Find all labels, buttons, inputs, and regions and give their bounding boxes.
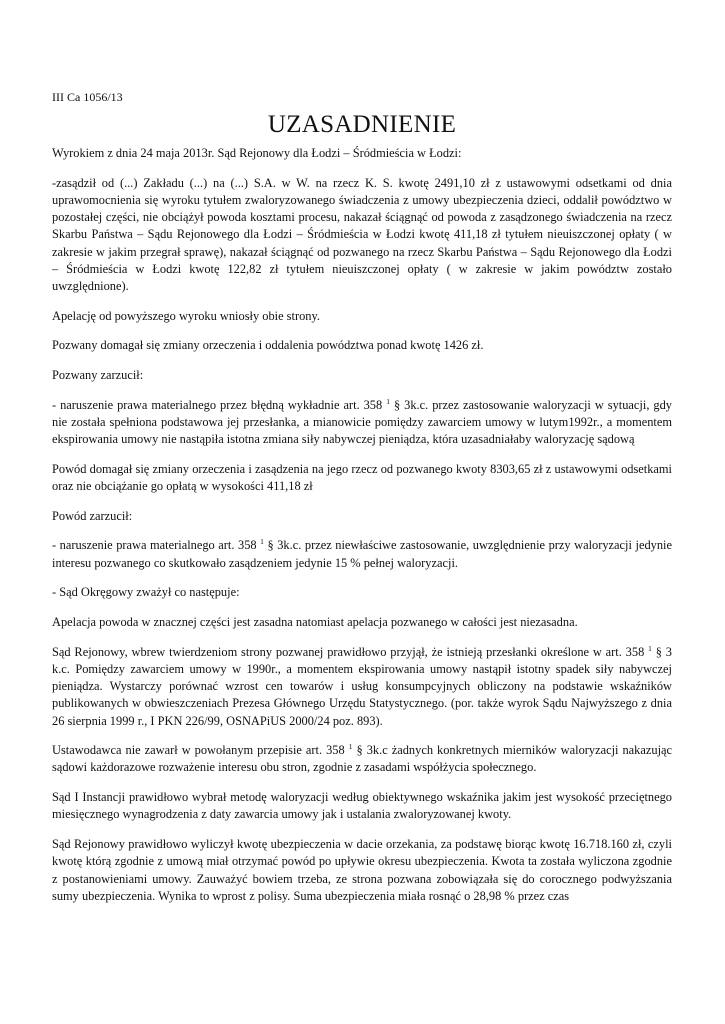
text-segment: Ustawodawca nie zawarł w powołanym przepisie art. 358 <box>52 743 345 758</box>
document-page <box>52 90 672 917</box>
text-segment: § 3k.c. przez niewłaściwe zastosowanie, uwzględnienie przy waloryzacji jedynie interesu pozwanego co skutkowało zasądzeniem jedynie 15 % pełnej waloryzacji. <box>52 538 672 570</box>
paragraph-defendant-charges-heading: Pozwany zarzucił: <box>52 368 144 383</box>
paragraph-defendant-demand: Pozwany domagał się zmiany orzeczenia i oddalenia powództwa ponad kwotę 1426 zł. <box>52 338 484 353</box>
text-segment: - naruszenie prawa materialnego art. 358 <box>52 538 257 553</box>
paragraph-plaintiff-charges-heading: Powód zarzucił: <box>52 508 133 523</box>
case-number: III Ca 1056/13 <box>52 90 123 104</box>
paragraph-defendant-charge <box>52 397 672 449</box>
paragraph-appeal-assessment: Apelacja powoda w znacznej części jest zasadna natomiast apelacja pozwanego w całości jest niezasadna. <box>52 615 578 630</box>
superscript: 1 <box>348 742 353 752</box>
paragraph-plaintiff-demand: Powód domagał się zmiany orzeczenia i zasądzenia na jego rzecz od pozwanego kwoty 8303,65 zł z ustawowymi odsetkami oraz nie obciążanie go opłatą w wysokości 411,18 zł <box>52 461 672 494</box>
paragraph-plaintiff-charge <box>52 537 672 571</box>
text-segment: § 3k.c żadnych konkretnych mierników waloryzacji nakazując sądowi każdorazowe rozważenie interesu obu stron, zgodnie z zasadami współżycia społecznego. <box>52 743 673 775</box>
paragraph-court-considered: - Sąd Okręgowy zważył co następuje: <box>52 585 240 600</box>
text-segment: Sąd Rejonowy, wbrew twierdzeniom strony pozwanej prawidłowo przyjął, że istnieją przesłanki określone w art. 358 <box>52 644 645 659</box>
paragraph-legislator <box>52 742 672 776</box>
paragraph-valorization-method: Sąd I Instancji prawidłowo wybrał metodę waloryzacji według obiektywnego wskaźnika jakim jest wysokość przeciętnego miesięcznego wynagrodzenia z daty zawarcia umowy jak i ustalania zwaloryzowanej kwoty. <box>52 790 672 822</box>
paragraph-district-court-premises <box>52 644 672 730</box>
paragraph-judgment-content: -zasądził od (...) Zakładu (...) na (...) S.A. w W. na rzecz K. S. kwotę 2491,10 zł z ustawowymi odsetkami od dnia uprawomocnienia się wyroku tytułem zwaloryzowanego świadczenia z umowy ubezpieczenia dzieci, oddalił powództwo w pozostałej części, nie obciążył powoda kosztami procesu, nakazał ściągnąć od powoda z zasądzonego świadczenia na rzecz Skarbu Państwa – Sądu Rejonowego dla Łodzi – Śródmieścia w Łodzi kwotę 411,18 zł tytułem nieuiszczonej opłaty ( w zakresie w jakim przegrał sprawę), nakazał ściągnąć od pozwanego na rzecz Skarbu Państwa – Sądu Rejonowego dla Łodzi – Śródmieścia w Łodzi kwotę 122,82 zł tytułem nieuiszczonej opłaty ( w zakresie w jakim powództw zostało uwzględnione). <box>52 175 672 293</box>
text-segment: § 3 k.c. Pomiędzy zawarciem umowy w 1990r., a momentem ekspirowania umowy nastąpił istotny spadek siły nabywczej pieniądza. Wystarczy porównać wzrost cen towarów i usług konsumpcyjnych obliczony na podstawie wskaźników publikowanych w obwieszczeniach Prezesa Głównego Urzędu Statystycznego. (por. także wyrok Sądu Najwyższego z dnia 26 sierpnia 1999 r., I PKN 226/99, OSNAPiUS 2000/24 poz. 893). <box>52 644 672 728</box>
paragraph-insurance-amount: Sąd Rejonowy prawidłowo wyliczył kwotę ubezpieczenia w dacie orzekania, za podstawę biorąc kwotę 16.718.160 zł, czyli kwotę którą zgodnie z umową miał otrzymać powód po upływie okresu ubezpieczenia. Kwota ta została wyliczona zgodnie z postanowieniami umowy. Zauważyć bowiem trzeba, ze strona pozwana zobowiązała się do corocznego podwyższania sumy ubezpieczenia. Wynika to wprost z polisy. Suma ubezpieczenia miała rosnąć o 28,98 % przez czas <box>52 837 672 903</box>
paragraph-judgment-intro: Wyrokiem z dnia 24 maja 2013r. Sąd Rejonowy dla Łodzi – Śródmieścia w Łodzi: <box>52 146 462 160</box>
superscript: 1 <box>260 537 264 547</box>
superscript: 1 <box>386 396 390 406</box>
text-segment: - naruszenie prawa materialnego przez błędną wykładnie art. 358 <box>52 397 383 412</box>
document-title: UZASADNIENIE <box>267 111 457 138</box>
text-segment: § 3k.c. przez zastosowanie waloryzacji w sytuacji, gdy nie została spełniona podstawowa jej przesłanka, a mianowicie pomiędzy zawarciem umowy w lutym1992r., a momentem ekspirowania umowy nie nastąpiła istotna zmiana siły nabywczej pieniądza, która uzasadniałaby waloryzację sądową <box>52 397 672 447</box>
paragraph-appeals: Apelację od powyższego wyroku wniosły obie strony. <box>52 308 320 323</box>
superscript: 1 <box>648 643 652 653</box>
